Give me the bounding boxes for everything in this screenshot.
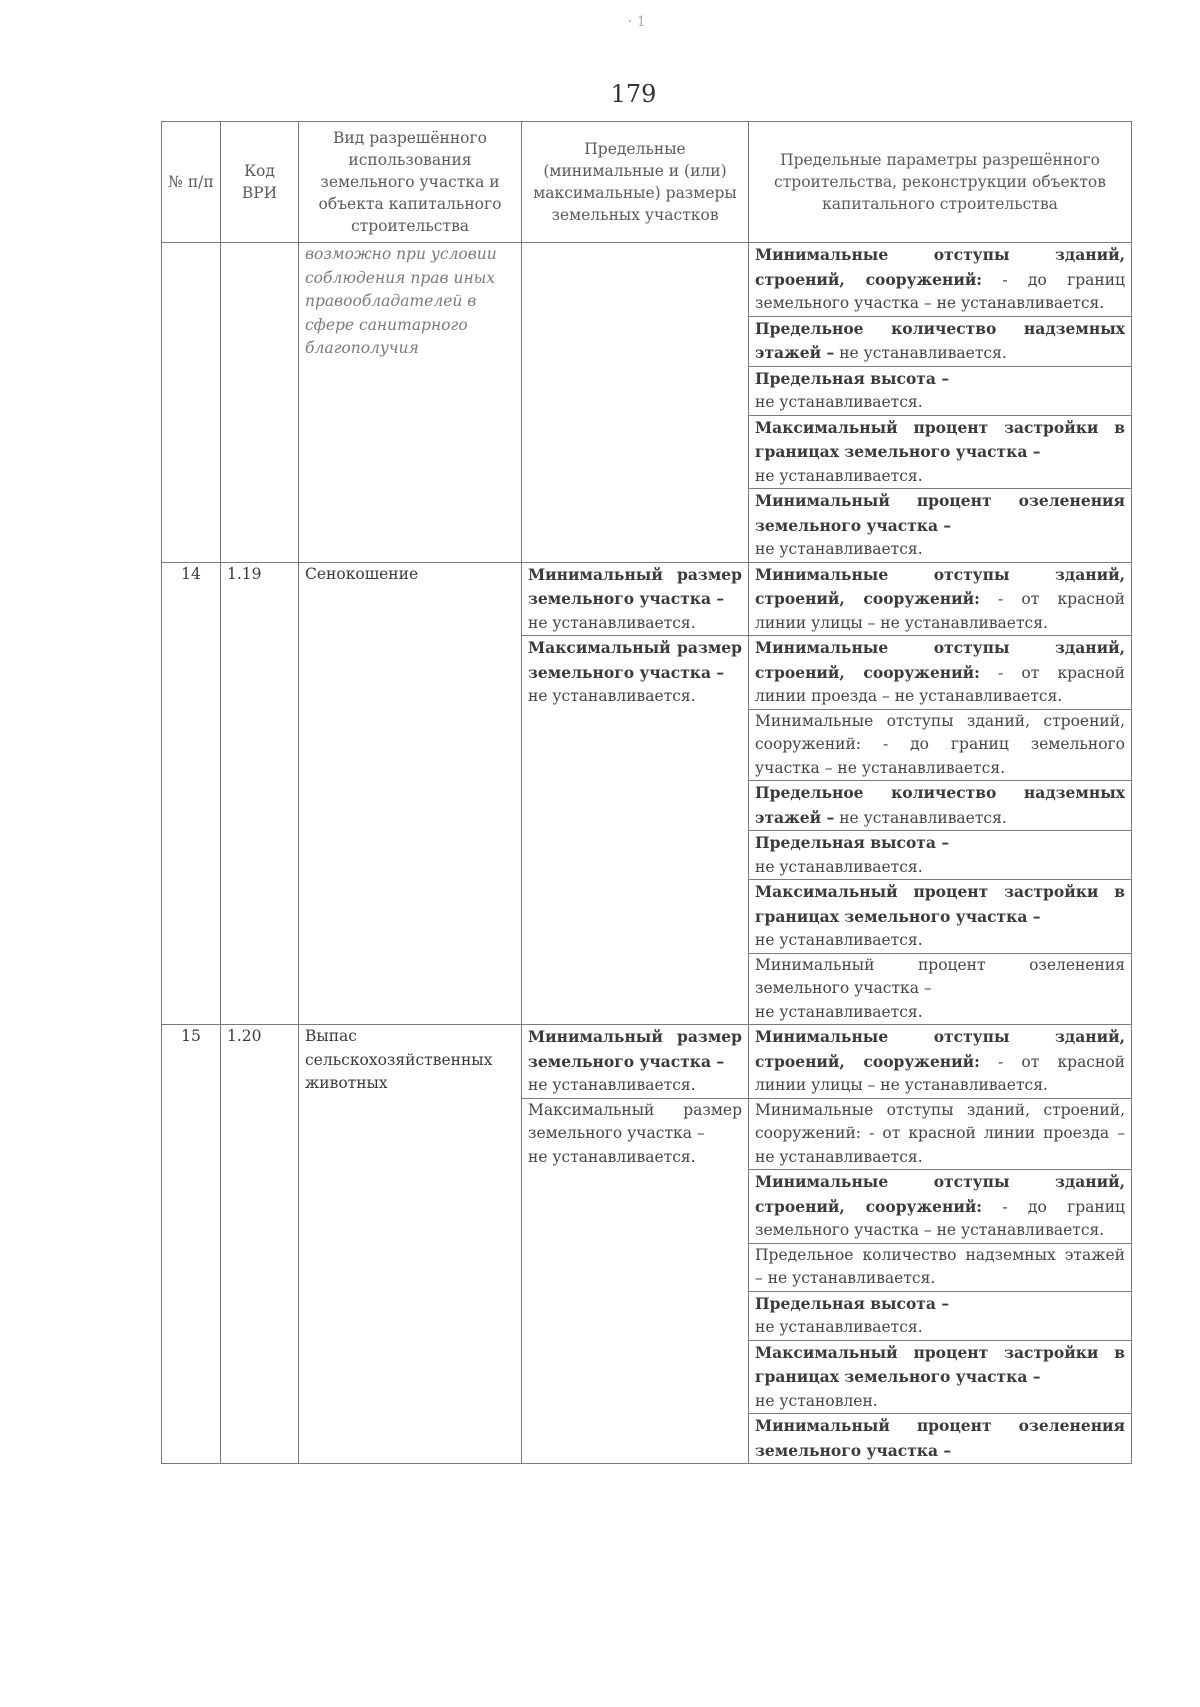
param-value: - от красной линии проезда – не устанавливается. [755,1124,1125,1166]
param-title: Предельная высота – [755,1293,950,1313]
cell-code: 1.20 [221,1025,299,1464]
param-cell [749,831,1132,880]
cell-num [162,243,221,563]
param-value: не устанавливается. [839,344,1007,362]
param-cell [749,489,1132,563]
header-num: № п/п [162,122,221,243]
header-sizes: Предельные (минимальные и (или) максимальные) размеры земельных участков [522,122,749,243]
size-value: не устанавливается. [528,613,696,632]
header-code: Код ВРИ [221,122,299,243]
cell-code [221,243,299,563]
param-value: не установлен. [755,1391,878,1410]
param-title: Минимальные отступы зданий, строений, сооружений: [755,245,1125,289]
param-value: не устанавливается. [755,1318,923,1336]
param-cell [749,953,1132,1025]
param-title: Максимальный процент застройки в границах земельного участка – [755,417,1125,461]
param-title: Минимальные отступы зданий, строений, сооружений: [755,711,1125,753]
param-cell [749,415,1132,489]
param-cell [749,1243,1132,1291]
param-cell [749,366,1132,415]
table-header-row [162,122,1132,243]
size-title: Минимальный размер земельного участка – [528,564,742,608]
param-cell [749,880,1132,954]
header-kind: Вид разрешённого использования земельного участка и объекта капитального строительства [299,122,522,243]
table-row [162,562,1132,636]
cell-size-max [522,636,749,1025]
param-title: Минимальные отступы зданий, строений, сооружений: [755,1172,1125,1216]
scan-mark: · 1 [628,14,646,30]
param-cell [749,709,1132,781]
size-value: не устанавливается. [528,687,696,705]
cell-kind: Сенокошение [299,562,522,1025]
size-value: не устанавливается. [528,1147,696,1166]
table-row [162,243,1132,317]
param-title: Предельная высота – [755,833,950,852]
param-title: Минимальный процент озеленения земельного участка – [755,1416,1125,1460]
header-params: Предельные параметры разрешённого строительства, реконструкции объектов капитального строительства [749,122,1132,243]
param-value: не устанавливается. [755,393,923,411]
param-cell [749,1025,1132,1099]
size-title: Максимальный размер земельного участка – [528,1100,742,1142]
param-title: Минимальный процент озеленения земельного участка – [755,955,1125,997]
cell-code: 1.19 [221,562,299,1025]
param-value: не устанавливается. [755,1002,923,1021]
param-value: не устанавливается. [755,931,923,949]
table-row [162,1025,1132,1099]
param-value: - до границ земельного участка – не устанавливается. [755,270,1125,312]
param-cell [749,636,1132,710]
cell-num: 14 [162,562,221,1025]
param-cell [749,1098,1132,1170]
param-title: Максимальный процент застройки в границах земельного участка – [755,882,1125,926]
param-title: Минимальные отступы зданий, строений, сооружений: [755,1027,1125,1071]
param-value: не устанавливается. [755,466,923,485]
param-value: - от красной линии улицы – не устанавливается. [755,590,1125,632]
param-cell [749,243,1132,317]
param-value: не устанавливается. [767,1269,936,1287]
param-cell [749,781,1132,831]
param-cell [749,1414,1132,1464]
cell-num: 15 [162,1025,221,1464]
param-title: Предельное количество надземных этажей – [755,783,1125,827]
param-title: Предельная высота – [755,368,950,388]
param-cell [749,316,1132,366]
param-value: - до границ земельного участка – не устанавливается. [755,735,1125,777]
param-value: - от красной линии проезда – не устанавливается. [755,663,1125,705]
param-cell [749,562,1132,636]
size-value: не устанавливается. [528,1076,696,1094]
param-title: Предельное количество надземных этажей – [755,318,1125,362]
param-value: не устанавливается. [755,540,923,558]
regulations-table [161,121,1132,1464]
cell-kind-note: возможно при условии соблюдения прав иных правообладателей в сфере санитарного благополучия [299,243,522,563]
cell-kind: Выпас сельскохозяйственных животных [299,1025,522,1464]
param-value: - от красной линии улицы – не устанавливается. [755,1052,1125,1094]
param-title: Максимальный процент застройки в границах земельного участка – [755,1342,1125,1386]
size-title: Минимальный размер земельного участка – [528,1027,742,1071]
param-value: не устанавливается. [755,857,923,876]
param-cell [749,1170,1132,1244]
cell-size-min [522,1025,749,1099]
size-title: Максимальный размер земельного участка – [528,638,742,682]
param-value: - до границ земельного участка – не устанавливается. [755,1197,1125,1239]
param-title: Минимальные отступы зданий, строений, сооружений: [755,1100,1125,1142]
cell-sizes [522,243,749,563]
cell-size-max [522,1098,749,1464]
param-title: Минимальный процент озеленения земельного участка – [755,491,1125,535]
param-value: не устанавливается. [839,808,1007,827]
param-cell [749,1291,1132,1340]
param-title: Предельное количество надземных этажей – [755,1245,1125,1287]
param-title: Минимальные отступы зданий, строений, сооружений: [755,638,1125,682]
param-cell [749,1340,1132,1414]
cell-size-min [522,562,749,636]
page-number: 179 [610,80,657,108]
param-title: Минимальные отступы зданий, строений, сооружений: [755,564,1125,608]
